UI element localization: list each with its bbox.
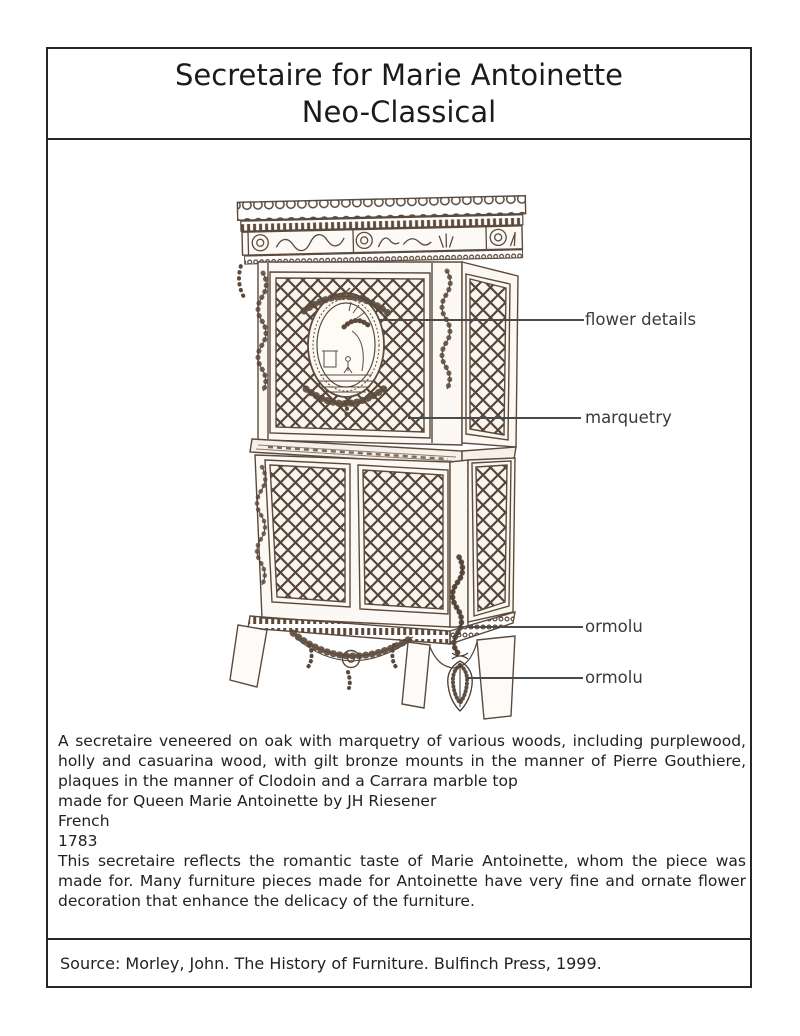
description-line-made-for: made for Queen Marie Antoinette by JH Riesener bbox=[58, 792, 437, 810]
leader-line-marquetry bbox=[408, 417, 581, 419]
garland-swag bbox=[293, 633, 413, 688]
secretaire-illustration bbox=[198, 175, 558, 735]
page-frame bbox=[46, 47, 752, 988]
source-box bbox=[48, 938, 750, 986]
leader-line-flower-details bbox=[379, 319, 584, 321]
ormolu-leaf bbox=[448, 653, 473, 711]
description-paragraph-1: A secretaire veneered on oak with marquetry of various woods, including purplewood, holly and casuarina wood, with gilt bronze mounts in the manner of Pierre Gouthiere, plaques in the manner of Clodoin and a Carrara marble top bbox=[58, 732, 746, 790]
description-paragraph-2: This secretaire reflects the romantic taste of Marie Antoinette, whom the piece was made for. Many furniture pieces made for Antoinette have very fine and ornate flower decoration that enhance the delicacy of the furniture. bbox=[58, 852, 746, 910]
source-citation: Source: Morley, John. The History of Furniture. Bulfinch Press, 1999. bbox=[60, 953, 602, 973]
label-ormolu-2: ormolu bbox=[585, 668, 643, 687]
content-area bbox=[48, 140, 750, 938]
label-marquetry: marquetry bbox=[585, 408, 672, 427]
label-ormolu-1: ormolu bbox=[585, 617, 643, 636]
legs bbox=[230, 625, 515, 719]
door-left bbox=[265, 460, 350, 607]
description-block bbox=[58, 731, 746, 911]
door-right bbox=[358, 465, 448, 614]
side-panel-lower bbox=[472, 461, 511, 616]
upper-cabinet bbox=[258, 262, 518, 447]
page-title-line2: Neo-Classical bbox=[301, 94, 497, 129]
leader-line-ormolu-2 bbox=[466, 677, 583, 679]
description-line-year: 1783 bbox=[58, 832, 98, 850]
title-box bbox=[48, 49, 750, 140]
leader-line-ormolu-1 bbox=[468, 626, 583, 628]
label-flower-details: flower details bbox=[585, 310, 697, 329]
page-title-line1: Secretaire for Marie Antoinette bbox=[175, 57, 623, 92]
side-panel-upper bbox=[466, 274, 510, 440]
description-line-origin: French bbox=[58, 812, 110, 830]
